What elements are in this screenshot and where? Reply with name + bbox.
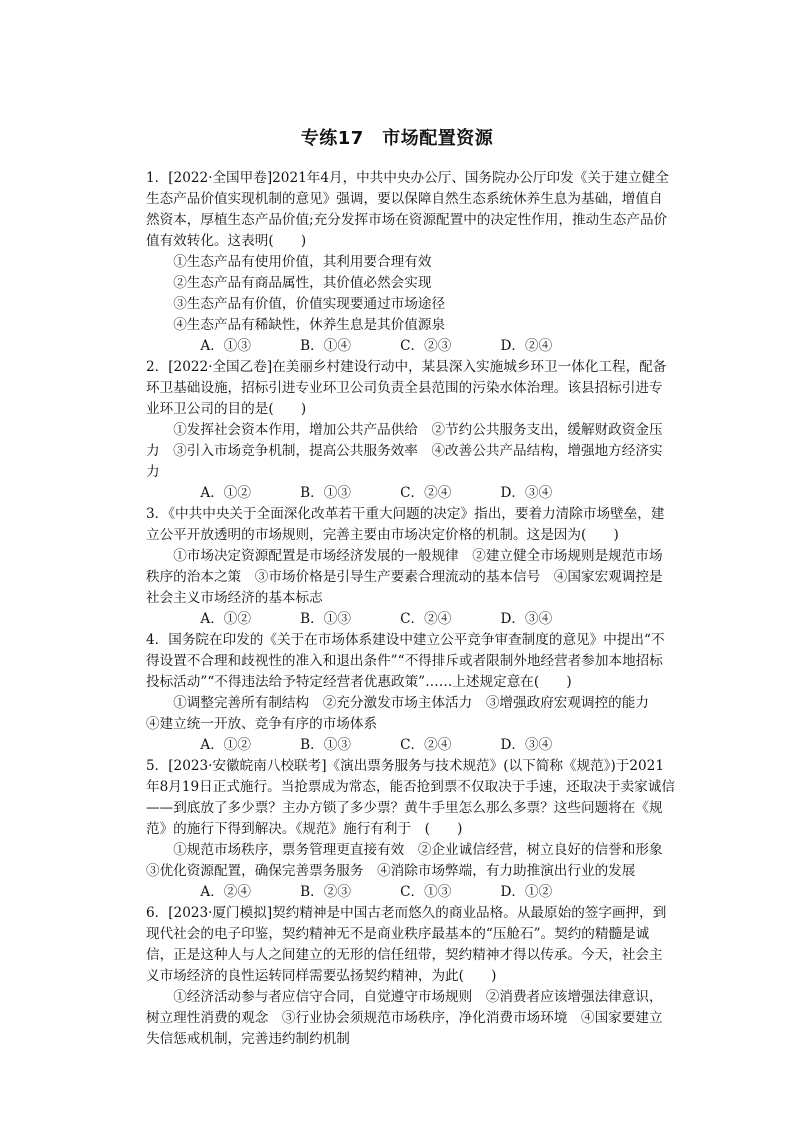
question-stem: 2．[2022·全国乙卷]在美丽乡村建设行动中，某县深入实施城乡环卫一体化工程，配备环卫基础设施，招标引进专业环卫公司负责全县范围的污染水体治理。该县招标引进专业环卫公司的目的是( ): [146, 359, 667, 417]
choice-d: D．①②: [500, 884, 553, 900]
question-6: [146, 903, 676, 1050]
option-line: ④生态产品有稀缺性，休养生息是其价值源泉: [173, 317, 446, 333]
choice-c: C．①③: [400, 884, 452, 900]
option-line: ①调整完善所有制结构 ②充分激发市场主体活力 ③增强政府宏观调控的能力 ④建立统一开放、竞争有序的市场体系: [146, 695, 663, 732]
question-3: [146, 504, 676, 630]
choice-d: D．③④: [500, 485, 553, 501]
answer-choices: [146, 609, 676, 630]
question-stem: 5．[2023·安徽皖南八校联考]《演出票务服务与技术规范》(以下简称《规范》)于2021年8月19日正式施行。当抢票成为常态，能否抢到票不仅取决于手速，还取决于卖家诚信——到底放了多少票？主办方锁了多少票？黄牛手里怎么那么多票？这些问题将在《规范》的施行下得到解决。《规范》施行有利于 ( ): [146, 758, 675, 837]
page-title: 专练17 市场配置资源: [300, 128, 494, 149]
answer-choices: [146, 336, 676, 357]
choice-d: D．②④: [500, 338, 553, 354]
choice-d: D．③④: [500, 737, 553, 753]
answer-choices: [146, 483, 676, 504]
choice-c: C．②③: [400, 338, 452, 354]
choice-b: B．①④: [300, 338, 351, 354]
choice-b: B．①③: [300, 737, 351, 753]
choice-d: D．③④: [500, 611, 553, 627]
choice-b: B．②③: [300, 884, 351, 900]
option-line: ③生态产品有价值，价值实现要通过市场途径: [173, 296, 446, 312]
choice-c: C．②④: [400, 485, 452, 501]
question-stem: 1．[2022·全国甲卷]2021年4月，中共中央办公厅、国务院办公厅印发《关于建立健全生态产品价值实现机制的意见》强调，要以保障自然生态系统休养生息为基础，增值自然资本，厚植生态产品价值;充分发挥市场在资源配置中的决定性作用，推动生态产品价值有效转化。这表明( ): [146, 170, 669, 249]
choice-b: B．①③: [300, 611, 351, 627]
answer-choices: [146, 735, 676, 756]
option-line: ①发挥社会资本作用，增加公共产品供给 ②节约公共服务支出，缓解财政资金压力 ③引入市场竞争机制，提高公共服务效率 ④改善公共产品结构，增强地方经济实力: [146, 422, 663, 480]
choice-a: A．①③: [200, 338, 251, 354]
question-stem: 6．[2023·厦门模拟]契约精神是中国古老而悠久的商业品格。从最原始的签字画押，到现代社会的电子印鉴，契约精神无不是商业秩序最基本的“压舱石”。契约的精髓是诚信，正是这种人与人之间建立的无形的信任纽带，契约精神才得以传承。今天，社会主义市场经济的良性运转同样需要弘扬契约精神，为此( ): [146, 905, 667, 984]
choice-c: C．②④: [400, 737, 452, 753]
question-stem: 3．《中共中央关于全面深化改革若干重大问题的决定》指出，要着力清除市场壁垒，建立公平开放透明的市场规则，完善主要由市场决定价格的机制。这是因为( ): [146, 506, 665, 543]
question-1: [146, 168, 676, 357]
option-line: ②生态产品有商品属性，其价值必然会实现: [173, 275, 432, 291]
question-5: [146, 756, 676, 903]
question-2: [146, 357, 676, 504]
option-line: ①市场决定资源配置是市场经济发展的一般规律 ②建立健全市场规则是规范市场秩序的治本之策 ③市场价格是引导生产要素合理流动的基本信号 ④国家宏观调控是社会主义市场经济的基本标志: [146, 548, 663, 606]
choice-b: B．①③: [300, 485, 351, 501]
option-line: ①规范市场秩序，票务管理更直接有效 ②企业诚信经营，树立良好的信誉和形象 ③优化资源配置，确保完善票务服务 ④消除市场弊端，有力助推演出行业的发展: [146, 842, 677, 879]
choice-a: A．①②: [200, 611, 251, 627]
question-4: [146, 630, 676, 756]
choice-a: A．①②: [200, 485, 251, 501]
choice-a: A．②④: [200, 884, 251, 900]
choice-a: A．①②: [200, 737, 251, 753]
choice-c: C．②④: [400, 611, 452, 627]
option-line: ①生态产品有使用价值，其利用要合理有效: [173, 254, 432, 270]
option-line: ①经济活动参与者应信守合同，自觉遵守市场规则 ②消费者应该增强法律意识，树立理性消费的观念 ③行业协会须规范市场秩序，净化消费市场环境 ④国家要建立失信惩戒机制，完善违约制约机制: [146, 989, 663, 1047]
question-stem: 4．国务院在印发的《关于在市场体系建设中建立公平竞争审查制度的意见》中提出“不得设置不合理和歧视性的准入和退出条件”“不得排斥或者限制外地经营者参加本地招标投标活动”“不得违法给予特定经营者优惠政策”……上述规定意在( ): [146, 632, 665, 690]
answer-choices: [146, 882, 676, 903]
question-list: [146, 168, 676, 1050]
